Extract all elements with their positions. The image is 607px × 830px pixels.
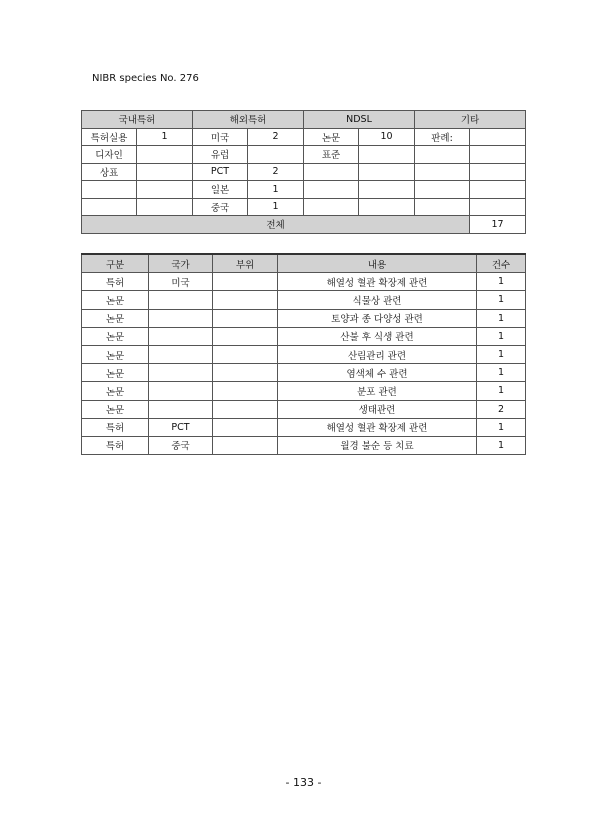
- summary-header-cell: NDSL: [304, 111, 415, 129]
- detail-cell: 1: [477, 436, 526, 454]
- detail-cell: [149, 382, 213, 400]
- detail-cell: 논문: [82, 309, 149, 327]
- detail-row: [82, 382, 526, 400]
- summary-cell: [359, 198, 415, 216]
- summary-cell: [304, 181, 359, 199]
- summary-total-row: [82, 216, 526, 234]
- page-number: - 133 -: [285, 776, 322, 789]
- summary-cell: [304, 198, 359, 216]
- summary-header-cell: 해외특허: [193, 111, 304, 129]
- detail-cell: 토양과 종 다양성 관련: [278, 309, 477, 327]
- detail-row: [82, 400, 526, 418]
- summary-cell: 1: [248, 198, 304, 216]
- summary-cell: [82, 181, 137, 199]
- summary-cell: 2: [248, 128, 304, 146]
- summary-cell: [415, 181, 470, 199]
- detail-cell: [149, 364, 213, 382]
- detail-cell: 1: [477, 418, 526, 436]
- summary-cell: 2: [248, 163, 304, 181]
- detail-cell: 식물상 관련: [278, 291, 477, 309]
- summary-cell: 1: [248, 181, 304, 199]
- detail-row: [82, 273, 526, 291]
- detail-row: [82, 436, 526, 454]
- summary-cell: 디자인: [82, 146, 137, 164]
- summary-cell: [415, 163, 470, 181]
- summary-cell: [304, 163, 359, 181]
- detail-cell: 미국: [149, 273, 213, 291]
- detail-cell: [149, 309, 213, 327]
- detail-cell: 논문: [82, 345, 149, 363]
- summary-cell: 중국: [193, 198, 248, 216]
- detail-cell: 1: [477, 273, 526, 291]
- summary-cell: 1: [137, 128, 193, 146]
- summary-cell: 판례:: [415, 128, 470, 146]
- total-value: 17: [470, 216, 526, 234]
- detail-cell: 중국: [149, 436, 213, 454]
- summary-cell: 표준: [304, 146, 359, 164]
- summary-cell: [82, 198, 137, 216]
- detail-cell: [213, 309, 278, 327]
- summary-cell: 일본: [193, 181, 248, 199]
- detail-row: [82, 291, 526, 309]
- summary-cell: 10: [359, 128, 415, 146]
- summary-cell: [137, 163, 193, 181]
- detail-cell: 1: [477, 327, 526, 345]
- summary-cell: [470, 163, 526, 181]
- detail-cell: [213, 364, 278, 382]
- summary-cell: 미국: [193, 128, 248, 146]
- summary-header-cell: 국내특허: [82, 111, 193, 129]
- summary-row: [82, 181, 526, 199]
- detail-cell: 2: [477, 400, 526, 418]
- detail-cell: 1: [477, 309, 526, 327]
- detail-cell: 1: [477, 364, 526, 382]
- detail-row: [82, 345, 526, 363]
- summary-cell: [248, 146, 304, 164]
- summary-cell: [359, 181, 415, 199]
- species-header: NIBR species No. 276: [92, 73, 199, 84]
- detail-cell: 논문: [82, 364, 149, 382]
- summary-cell: [415, 198, 470, 216]
- summary-cell: [470, 198, 526, 216]
- detail-cell: 1: [477, 382, 526, 400]
- detail-cell: [213, 273, 278, 291]
- summary-cell: [470, 146, 526, 164]
- summary-cell: [415, 146, 470, 164]
- detail-cell: 1: [477, 345, 526, 363]
- detail-cell: [213, 327, 278, 345]
- detail-cell: 논문: [82, 400, 149, 418]
- detail-cell: 분포 관련: [278, 382, 477, 400]
- detail-table: [81, 253, 526, 455]
- detail-cell: 해열성 혈관 확장제 관련: [278, 418, 477, 436]
- summary-row: [82, 146, 526, 164]
- summary-cell: [137, 181, 193, 199]
- detail-cell: [213, 418, 278, 436]
- detail-cell: [213, 291, 278, 309]
- detail-row: [82, 327, 526, 345]
- detail-cell: 특허: [82, 436, 149, 454]
- summary-header-row: [82, 111, 526, 129]
- detail-cell: [213, 436, 278, 454]
- detail-cell: [149, 400, 213, 418]
- detail-cell: 월경 불순 등 치료: [278, 436, 477, 454]
- total-label: 전체: [82, 216, 470, 234]
- detail-row: [82, 309, 526, 327]
- detail-cell: [213, 382, 278, 400]
- detail-cell: 논문: [82, 291, 149, 309]
- summary-cell: 상표: [82, 163, 137, 181]
- detail-row: [82, 364, 526, 382]
- detail-cell: [213, 345, 278, 363]
- detail-cell: [149, 291, 213, 309]
- detail-cell: 논문: [82, 382, 149, 400]
- detail-cell: [149, 345, 213, 363]
- detail-header-cell: 내용: [278, 254, 477, 273]
- detail-cell: PCT: [149, 418, 213, 436]
- summary-header-cell: 기타: [415, 111, 526, 129]
- detail-header-cell: 구분: [82, 254, 149, 273]
- detail-header-row: [82, 254, 526, 273]
- detail-cell: 생태관련: [278, 400, 477, 418]
- detail-cell: 해열성 혈관 확장제 관련: [278, 273, 477, 291]
- summary-cell: PCT: [193, 163, 248, 181]
- detail-cell: 1: [477, 291, 526, 309]
- detail-cell: 특허: [82, 418, 149, 436]
- summary-cell: [137, 198, 193, 216]
- summary-row: [82, 163, 526, 181]
- summary-cell: [137, 146, 193, 164]
- detail-row: [82, 418, 526, 436]
- summary-cell: [470, 181, 526, 199]
- summary-cell: [359, 146, 415, 164]
- detail-header-cell: 국가: [149, 254, 213, 273]
- summary-cell: 특허실용: [82, 128, 137, 146]
- summary-cell: [359, 163, 415, 181]
- summary-cell: 유럽: [193, 146, 248, 164]
- detail-cell: [149, 327, 213, 345]
- summary-cell: 논문: [304, 128, 359, 146]
- detail-header-cell: 건수: [477, 254, 526, 273]
- detail-cell: 산불 후 식생 관련: [278, 327, 477, 345]
- summary-cell: [470, 128, 526, 146]
- detail-cell: 염색체 수 관련: [278, 364, 477, 382]
- summary-row: [82, 198, 526, 216]
- detail-cell: [213, 400, 278, 418]
- summary-table: [81, 110, 526, 234]
- detail-cell: 논문: [82, 327, 149, 345]
- detail-cell: 특허: [82, 273, 149, 291]
- detail-header-cell: 부위: [213, 254, 278, 273]
- detail-cell: 산림관리 관련: [278, 345, 477, 363]
- summary-row: [82, 128, 526, 146]
